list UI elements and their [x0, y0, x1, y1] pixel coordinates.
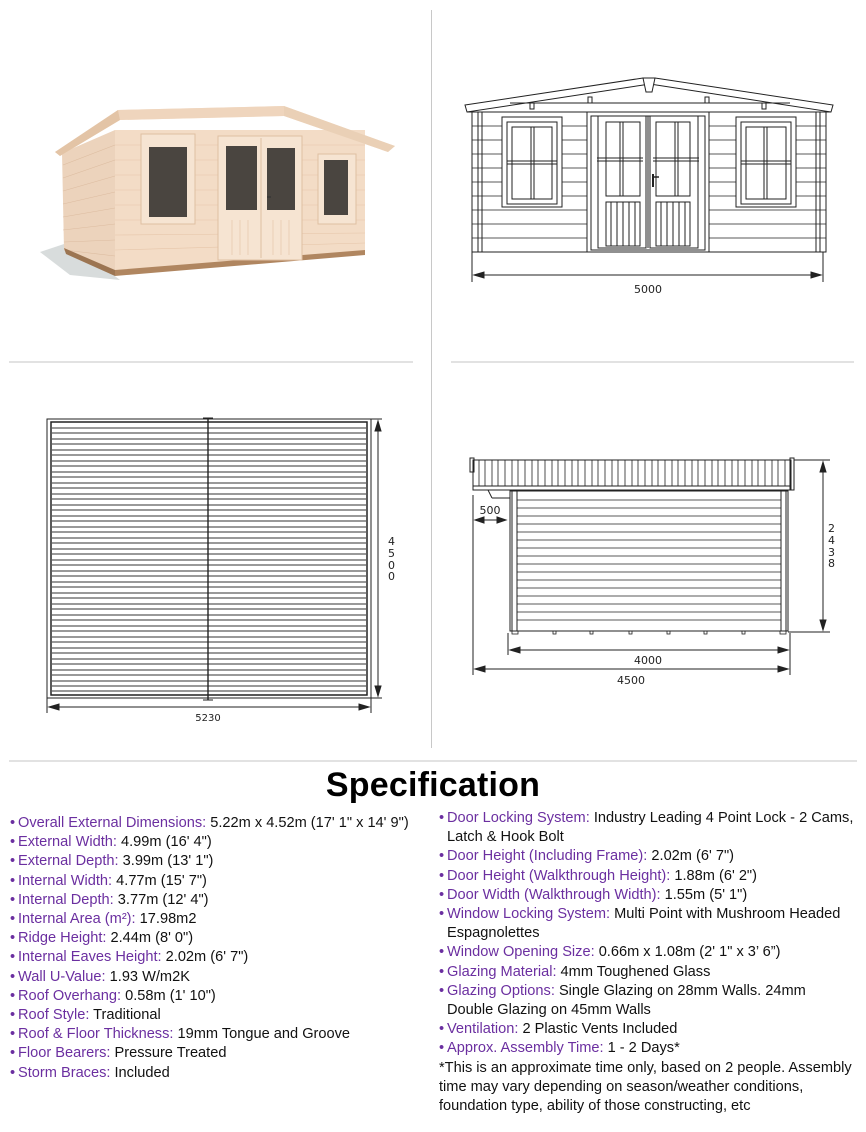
vertical-divider — [431, 10, 432, 748]
spec-label: Wall U-Value: — [18, 968, 106, 985]
spec-value: 17.98m2 — [135, 911, 197, 928]
bullet-icon: • — [10, 872, 16, 889]
bullet-icon: • — [439, 810, 445, 826]
spec-item — [10, 1006, 430, 1025]
bullet-icon: • — [10, 1007, 16, 1024]
bullet-icon: • — [439, 867, 445, 884]
height-digit: 8 — [828, 557, 835, 570]
bullet-icon: • — [10, 1026, 16, 1043]
bullet-icon: • — [439, 1021, 445, 1038]
spec-value: 2.02m (6' 7") — [161, 949, 249, 966]
height-digit: 2 — [828, 522, 835, 535]
spec-item — [10, 929, 430, 948]
spec-value: Industry Leading 4 Point Lock - 2 Cams, Latch & Hook Bolt — [447, 810, 854, 846]
spec-item — [10, 891, 430, 910]
spec-label: Roof Style: — [18, 1007, 90, 1024]
plan-depth-digit: 0 — [388, 570, 395, 583]
spec-item — [10, 968, 430, 987]
bullet-icon: • — [10, 911, 16, 928]
horizontal-divider-spec — [9, 760, 857, 762]
plan-depth-digit: 4 — [388, 535, 395, 548]
spec-label: Door Width (Walkthrough Width): — [447, 886, 661, 903]
spec-item — [439, 1039, 854, 1058]
spec-item — [439, 847, 854, 866]
spec-value: 4mm Toughened Glass — [556, 963, 711, 980]
bullet-icon: • — [10, 815, 16, 831]
spec-item — [439, 809, 854, 847]
bullet-icon: • — [10, 891, 16, 908]
bullet-icon: • — [439, 906, 445, 923]
spec-item — [439, 867, 854, 886]
spec-value: 2.02m (6' 7") — [647, 848, 734, 865]
spec-label: Door Locking System: — [447, 810, 590, 826]
spec-label: Door Height (Including Frame): — [447, 848, 648, 865]
spec-item — [10, 852, 430, 871]
spec-label: Internal Area (m²): — [18, 911, 136, 928]
spec-label: External Width: — [18, 834, 117, 851]
spec-item — [439, 1020, 854, 1039]
spec-label: Ventilation: — [447, 1021, 519, 1038]
spec-item — [439, 963, 854, 982]
outer-width-label: 4500 — [617, 674, 645, 687]
spec-item — [439, 943, 854, 962]
spec-label: Internal Depth: — [18, 891, 114, 908]
spec-label: Internal Eaves Height: — [18, 949, 162, 966]
bullet-icon: • — [10, 1045, 16, 1062]
front-elevation-drawing — [450, 70, 850, 300]
spec-item — [10, 948, 430, 967]
spec-label: Glazing Material: — [447, 963, 557, 980]
bullet-icon: • — [439, 886, 445, 903]
spec-label: Window Locking System: — [447, 906, 611, 923]
spec-value: 0.58m (1' 10") — [121, 987, 216, 1004]
spec-label: Ridge Height: — [18, 930, 107, 947]
spec-value: 0.66m x 1.08m (2' 1" x 3’ 6”) — [594, 944, 781, 961]
spec-value: 5.22m x 4.52m (17' 1" x 14' 9") — [206, 815, 409, 831]
bullet-icon: • — [10, 987, 16, 1004]
spec-label: Overall External Dimensions: — [18, 815, 207, 831]
spec-label: Door Height (Walkthrough Height): — [447, 867, 671, 884]
spec-value: 1.93 W/m2K — [105, 968, 190, 985]
bullet-icon: • — [439, 1040, 445, 1057]
spec-value: 19mm Tongue and Groove — [173, 1026, 351, 1043]
spec-list-left — [10, 814, 430, 1083]
bullet-icon: • — [10, 1064, 16, 1081]
spec-item — [10, 1064, 430, 1083]
spec-value: 1.88m (6' 2") — [670, 867, 757, 884]
cabin-3d-render — [40, 90, 400, 290]
overhang-label: 500 — [479, 504, 501, 517]
spec-label: Storm Braces: — [18, 1064, 111, 1081]
spec-value: 1.55m (5' 1") — [660, 886, 748, 903]
spec-item — [10, 872, 430, 891]
spec-value: Traditional — [89, 1007, 161, 1024]
plan-depth-digit: 5 — [388, 547, 395, 560]
spec-title: Specification — [325, 766, 541, 804]
spec-item — [10, 814, 430, 833]
inner-width-label: 4000 — [634, 654, 662, 667]
bullet-icon: • — [439, 982, 445, 999]
spec-item — [439, 905, 854, 943]
plan-width-label: 5230 — [195, 713, 221, 724]
horizontal-divider-right — [451, 361, 854, 363]
spec-item — [10, 987, 430, 1006]
side-elevation-drawing — [440, 440, 860, 700]
spec-value: Included — [110, 1064, 170, 1081]
spec-value: 2.44m (8' 0") — [106, 930, 194, 947]
spec-list-right — [439, 809, 854, 1116]
bullet-icon: • — [439, 963, 445, 980]
spec-item — [10, 833, 430, 852]
horizontal-divider-left — [9, 361, 413, 363]
bullet-icon: • — [439, 944, 445, 961]
assembly-footnote: *This is an approximate time only, based on 2 people. Assembly time may vary depending on season/weather conditions, foundation type, ability of those constructing, etc — [439, 1059, 852, 1115]
spec-label: External Depth: — [18, 853, 119, 870]
plan-depth-digit: 0 — [388, 559, 395, 572]
spec-value: Pressure Treated — [110, 1045, 227, 1062]
spec-value: Multi Point with Mushroom Headed Espagnolettes — [447, 906, 841, 942]
spec-label: Roof Overhang: — [18, 987, 122, 1004]
bullet-icon: • — [10, 949, 16, 966]
spec-value: 3.77m (12' 4") — [113, 891, 209, 908]
spec-value: 4.99m (16' 4") — [116, 834, 212, 851]
spec-value: 3.99m (13' 1") — [118, 853, 214, 870]
spec-item — [439, 886, 854, 905]
spec-label: Glazing Options: — [447, 982, 555, 999]
spec-value: 4.77m (15' 7") — [112, 872, 207, 889]
spec-label: Approx. Assembly Time: — [447, 1040, 604, 1057]
spec-label: Window Opening Size: — [447, 944, 595, 961]
plan-view-drawing — [30, 400, 400, 730]
spec-label: Floor Bearers: — [18, 1045, 111, 1062]
spec-value: 2 Plastic Vents Included — [518, 1021, 678, 1038]
spec-value: Single Glazing on 28mm Walls. 24mm Double Glazing on 45mm Walls — [447, 982, 806, 1019]
bullet-icon: • — [10, 930, 16, 947]
bullet-icon: • — [10, 853, 16, 870]
height-digit: 3 — [828, 546, 835, 559]
spec-item — [10, 1044, 430, 1063]
spec-item — [10, 1025, 430, 1044]
spec-label: Roof & Floor Thickness: — [18, 1026, 174, 1043]
spec-value: 1 - 2 Days* — [603, 1040, 680, 1057]
bullet-icon: • — [10, 834, 16, 851]
spec-item — [10, 910, 430, 929]
bullet-icon: • — [10, 968, 16, 985]
front-width-label: 5000 — [634, 283, 662, 296]
spec-label: Internal Width: — [18, 872, 113, 889]
spec-item — [439, 982, 854, 1020]
bullet-icon: • — [439, 848, 445, 865]
height-digit: 4 — [828, 534, 835, 547]
